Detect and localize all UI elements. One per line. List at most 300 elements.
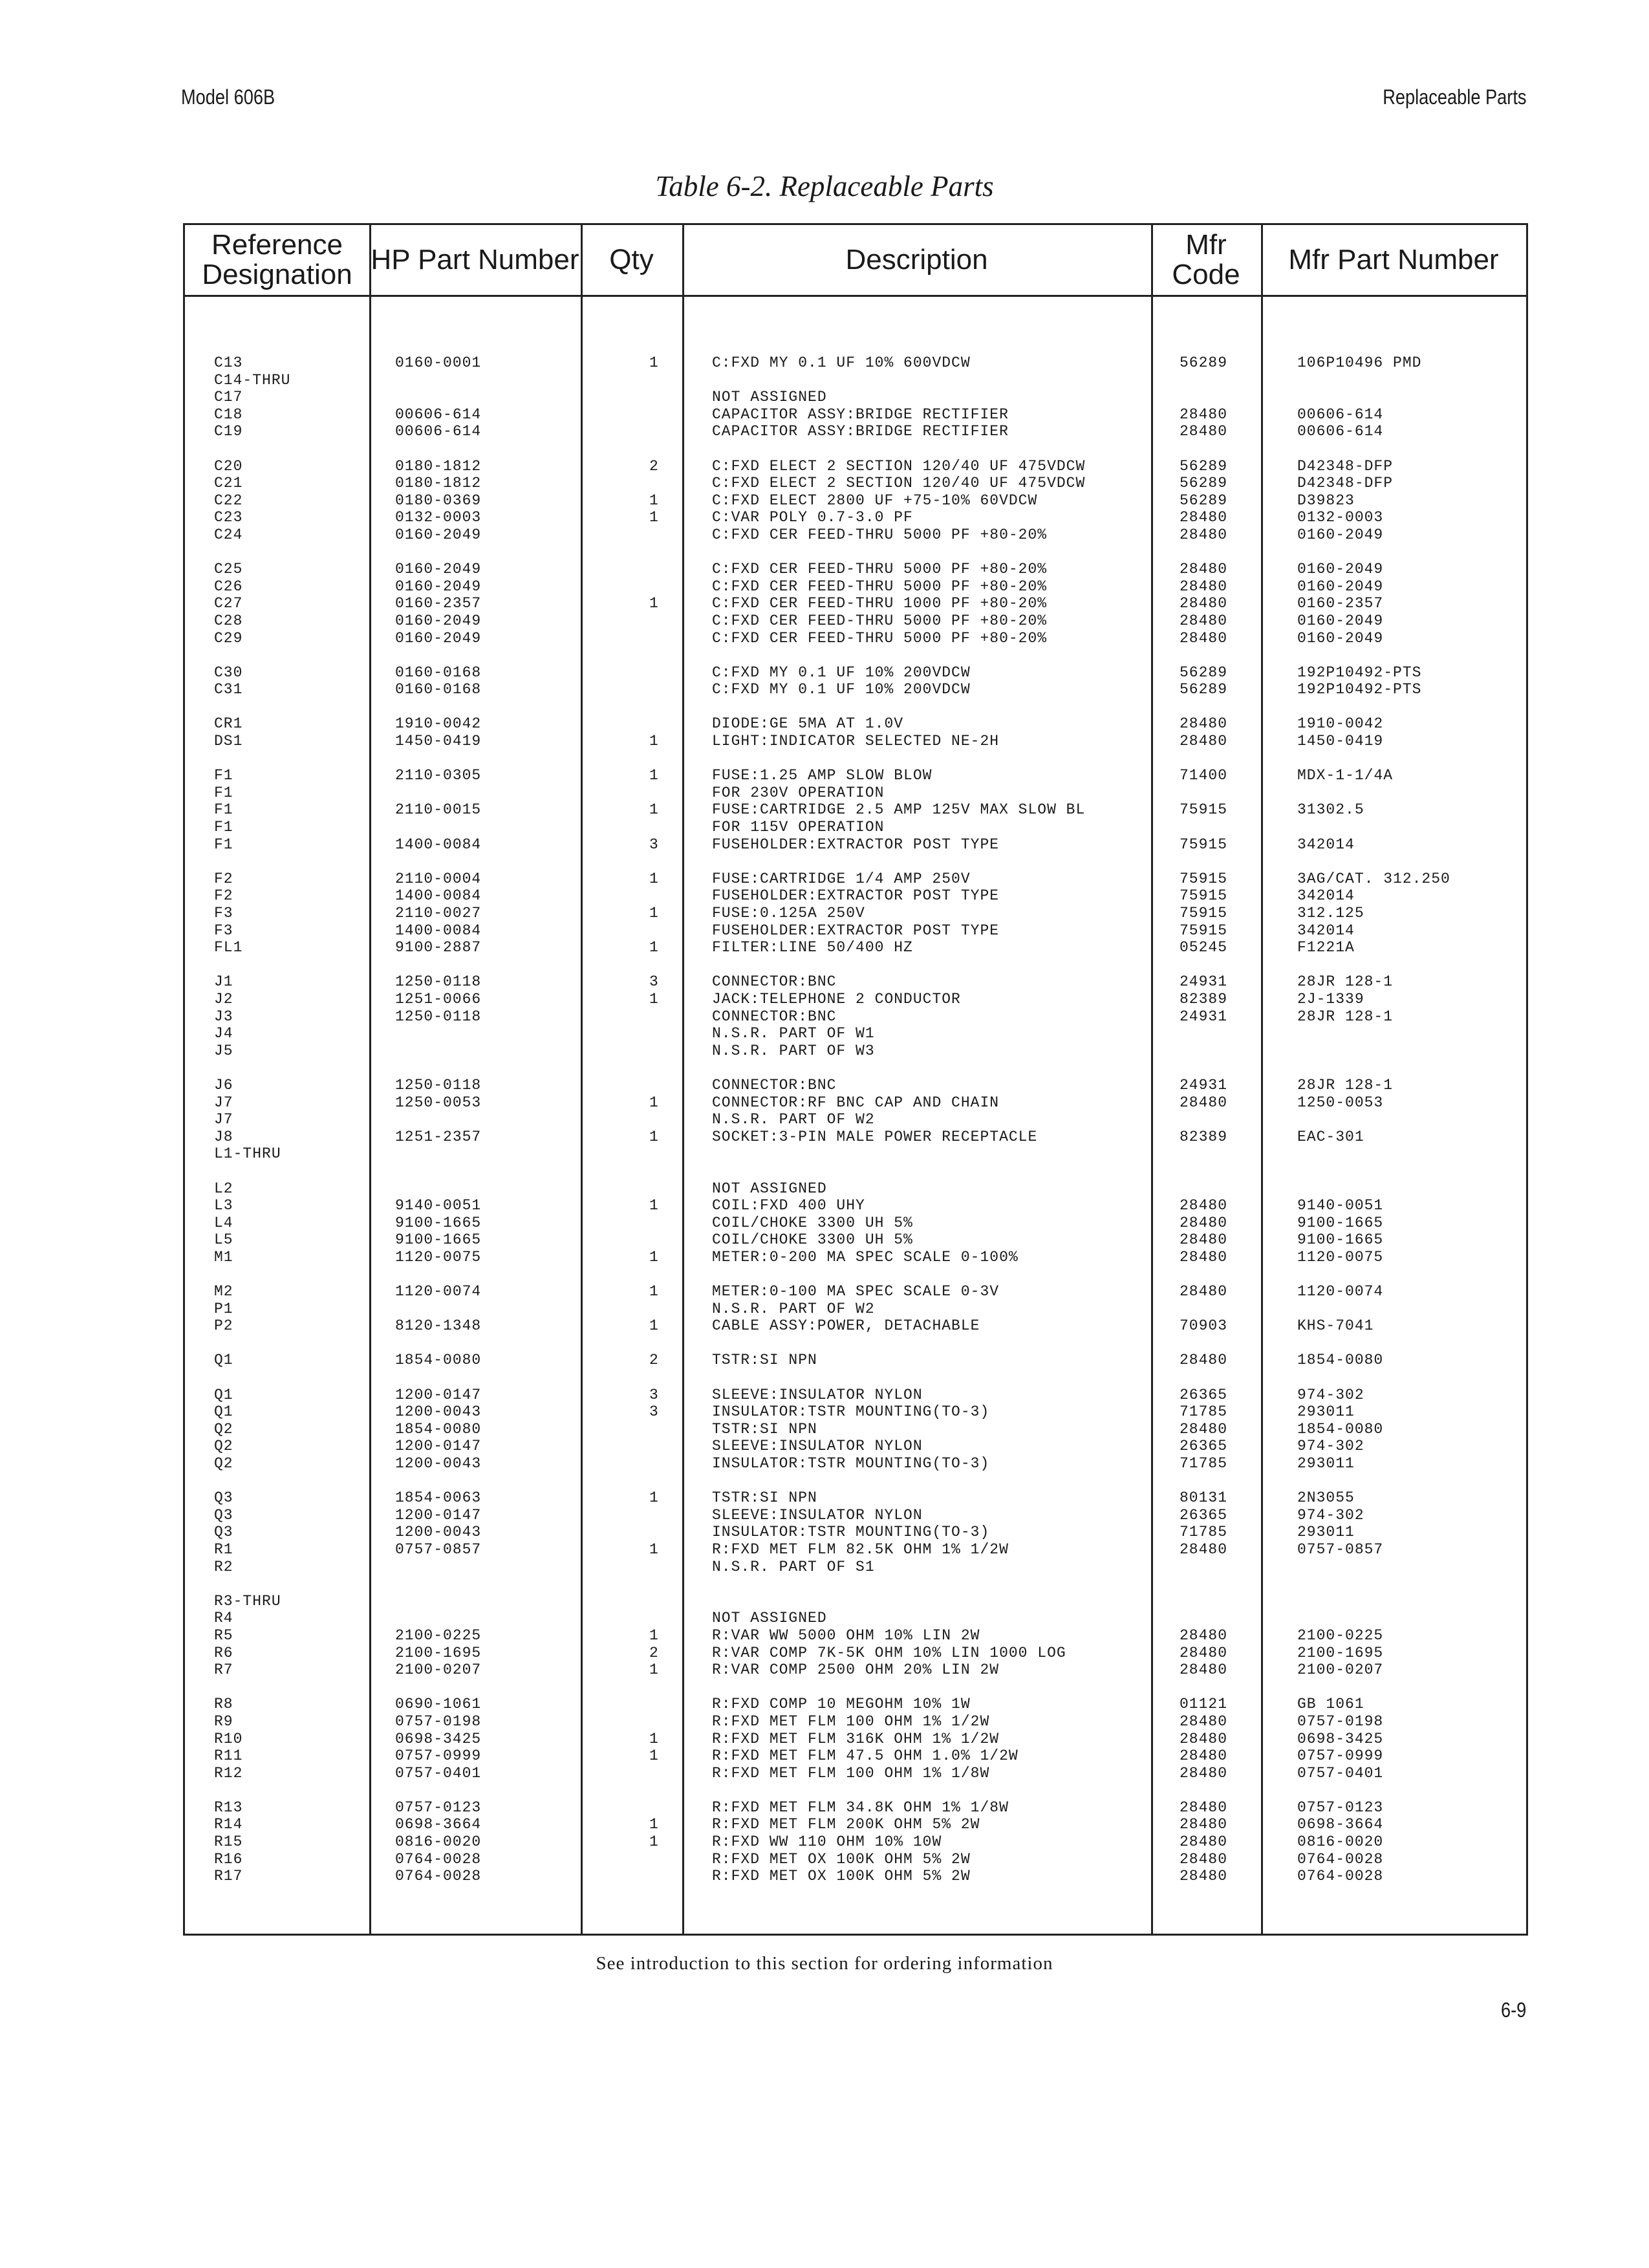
row-spacer: [185, 1163, 1526, 1180]
table-row: [185, 1489, 1526, 1507]
row-spacer: [185, 956, 1526, 974]
cell-qty: 1: [649, 1317, 659, 1335]
table-row: [185, 801, 1526, 819]
cell-desc: C:FXD CER FEED-THRU 5000 PF +80-20%: [712, 526, 1048, 543]
cell-ref: F3: [214, 905, 233, 922]
cell-desc: TSTR:SI NPN: [712, 1420, 817, 1438]
cell-hp: 2100-1695: [395, 1644, 482, 1661]
cell-mpn: 00606-614: [1297, 405, 1384, 423]
column-header-hp-part-number: HP Part Number: [371, 244, 579, 275]
cell-ref: R5: [214, 1626, 233, 1644]
cell-hp: 0132-0003: [395, 509, 482, 526]
cell-qty: 1: [649, 990, 659, 1008]
table-row: [185, 1696, 1526, 1713]
cell-hp: 0160-0168: [395, 681, 482, 698]
cell-mpn: F1221A: [1297, 939, 1355, 956]
table-row: [185, 1042, 1526, 1060]
cell-mfr: 56289: [1180, 681, 1228, 698]
cell-ref: C29: [214, 629, 243, 647]
cell-desc: R:FXD MET OX 100K OHM 5% 2W: [712, 1868, 971, 1885]
cell-desc: R:FXD MET FLM 200K OHM 5% 2W: [712, 1816, 980, 1833]
cell-hp: 00606-614: [395, 405, 482, 423]
cell-mpn: 0132-0003: [1297, 509, 1384, 526]
cell-ref: R6: [214, 1644, 233, 1661]
cell-mpn: 342014: [1297, 836, 1355, 853]
cell-desc: SLEEVE:INSULATOR NYLON: [712, 1386, 923, 1403]
cell-ref: R8: [214, 1696, 233, 1713]
cell-mfr: 71785: [1180, 1524, 1228, 1541]
cell-mfr: 28480: [1180, 1816, 1228, 1833]
cell-mfr: 28480: [1180, 1661, 1228, 1679]
cell-mpn: 9100-1665: [1297, 1214, 1384, 1231]
cell-hp: 1854-0063: [395, 1489, 482, 1507]
column-header-qty: Qty: [609, 244, 654, 275]
cell-mfr: 82389: [1180, 1128, 1228, 1145]
cell-qty: 1: [649, 1833, 659, 1851]
cell-ref: M1: [214, 1248, 233, 1266]
cell-hp: 1400-0084: [395, 922, 482, 939]
cell-mfr: 28480: [1180, 526, 1228, 543]
cell-ref: C19: [214, 423, 243, 440]
cell-ref: F2: [214, 870, 233, 887]
cell-desc: C:FXD MY 0.1 UF 10% 200VDCW: [712, 664, 971, 681]
cell-ref: F2: [214, 887, 233, 905]
cell-mpn: 0757-0999: [1297, 1747, 1384, 1765]
table-row: [185, 492, 1526, 510]
cell-hp: 1250-0053: [395, 1094, 482, 1111]
cell-mpn: 0757-0401: [1297, 1764, 1384, 1782]
cell-mpn: 00606-614: [1297, 423, 1384, 440]
cell-desc: R:FXD MET FLM 34.8K OHM 1% 1/8W: [712, 1798, 1009, 1816]
cell-desc: R:FXD MET FLM 47.5 OHM 1.0% 1/2W: [712, 1747, 1018, 1765]
cell-hp: 1250-0118: [395, 1076, 482, 1094]
cell-mfr: 75915: [1180, 870, 1228, 887]
cell-hp: 0160-0168: [395, 664, 482, 681]
cell-desc: TSTR:SI NPN: [712, 1352, 817, 1369]
table-row: [185, 1661, 1526, 1679]
table-row: [185, 1455, 1526, 1473]
cell-mfr: 28480: [1180, 1850, 1228, 1868]
cell-desc: N.S.R. PART OF W1: [712, 1025, 875, 1042]
cell-ref: C20: [214, 457, 243, 475]
cell-desc: COIL:FXD 400 UHY: [712, 1197, 865, 1215]
cell-mfr: 28480: [1180, 578, 1228, 595]
cell-desc: CABLE ASSY:POWER, DETACHABLE: [712, 1317, 980, 1335]
cell-desc: METER:0-100 MA SPEC SCALE 0-3V: [712, 1283, 1000, 1301]
cell-qty: 1: [649, 939, 659, 956]
cell-mpn: 1910-0042: [1297, 715, 1384, 733]
cell-hp: 1854-0080: [395, 1352, 482, 1369]
cell-hp: 0757-0401: [395, 1764, 482, 1782]
cell-mfr: 56289: [1180, 664, 1228, 681]
table-row: [185, 1765, 1526, 1782]
table-row: [185, 1231, 1526, 1249]
cell-ref: C30: [214, 664, 243, 681]
cell-ref: R9: [214, 1712, 233, 1730]
cell-qty: 2: [649, 1352, 659, 1369]
cell-desc: FUSE:0.125A 250V: [712, 905, 865, 922]
cell-mpn: 2J-1339: [1297, 990, 1364, 1008]
cell-desc: FILTER:LINE 50/400 HZ: [712, 939, 913, 956]
cell-hp: 1910-0042: [395, 715, 482, 733]
cell-desc: R:FXD MET OX 100K OHM 5% 2W: [712, 1850, 971, 1868]
cell-ref: R13: [214, 1798, 243, 1816]
cell-mfr: 80131: [1180, 1489, 1228, 1507]
cell-ref: P2: [214, 1317, 233, 1335]
cell-mfr: 28480: [1180, 1283, 1228, 1301]
cell-ref: R10: [214, 1730, 243, 1747]
table-row: [185, 1352, 1526, 1369]
cell-mfr: 75915: [1180, 905, 1228, 922]
cell-hp: 2110-0015: [395, 801, 482, 819]
cell-ref: M2: [214, 1283, 233, 1301]
cell-mfr: 28480: [1180, 1626, 1228, 1644]
table-row: [185, 1593, 1526, 1610]
cell-desc: SOCKET:3-PIN MALE POWER RECEPTACLE: [712, 1128, 1038, 1145]
cell-desc: C:FXD CER FEED-THRU 5000 PF +80-20%: [712, 578, 1048, 595]
cell-desc: FUSE:1.25 AMP SLOW BLOW: [712, 767, 932, 784]
page-number: 6-9: [1500, 1998, 1526, 2022]
cell-hp: 1400-0084: [395, 836, 482, 853]
cell-hp: 1120-0075: [395, 1248, 482, 1266]
cell-qty: 1: [649, 905, 659, 922]
table-row: [185, 612, 1526, 630]
cell-mpn: 0160-2049: [1297, 526, 1384, 543]
cell-hp: 0757-0999: [395, 1747, 482, 1765]
cell-desc: C:FXD CER FEED-THRU 5000 PF +80-20%: [712, 612, 1048, 629]
cell-desc: SLEEVE:INSULATOR NYLON: [712, 1438, 923, 1455]
cell-desc: TSTR:SI NPN: [712, 1489, 817, 1507]
cell-mfr: 28480: [1180, 1747, 1228, 1765]
cell-ref: F1: [214, 819, 233, 836]
table-row: [185, 1180, 1526, 1198]
cell-mpn: D42348-DFP: [1297, 457, 1394, 475]
cell-mpn: KHS-7041: [1297, 1317, 1374, 1335]
cell-mpn: 28JR 128-1: [1297, 1076, 1394, 1094]
cell-hp: 0764-0028: [395, 1868, 482, 1885]
cell-ref: Q1: [214, 1386, 233, 1403]
table-row: [185, 1421, 1526, 1438]
cell-hp: 0764-0028: [395, 1850, 482, 1868]
cell-desc: N.S.R. PART OF S1: [712, 1558, 875, 1575]
cell-mpn: 974-302: [1297, 1438, 1364, 1455]
cell-qty: 1: [649, 491, 659, 509]
cell-ref: CR1: [214, 715, 243, 733]
cell-mfr: 28480: [1180, 1868, 1228, 1885]
row-spacer: [185, 698, 1526, 716]
table-row: [185, 1731, 1526, 1748]
cell-mfr: 24931: [1180, 1076, 1228, 1094]
cell-hp: 1450-0419: [395, 733, 482, 750]
cell-hp: 1200-0147: [395, 1506, 482, 1524]
cell-mpn: 28JR 128-1: [1297, 973, 1394, 991]
cell-desc: SLEEVE:INSULATOR NYLON: [712, 1506, 923, 1524]
table-row: [185, 423, 1526, 440]
cell-hp: 2100-0207: [395, 1661, 482, 1679]
cell-desc: INSULATOR:TSTR MOUNTING(TO-3): [712, 1524, 990, 1541]
cell-qty: 3: [649, 1386, 659, 1403]
cell-qty: 1: [649, 733, 659, 750]
table-row: [185, 389, 1526, 406]
table-row: [185, 1816, 1526, 1833]
table-title: Table 6-2. Replaceable Parts: [655, 170, 994, 202]
cell-desc: N.S.R. PART OF W3: [712, 1042, 875, 1059]
cell-desc: R:FXD WW 110 OHM 10% 10W: [712, 1833, 942, 1851]
cell-desc: FOR 115V OPERATION: [712, 819, 885, 836]
cell-mpn: 192P10492-PTS: [1297, 664, 1422, 681]
cell-hp: 2100-0225: [395, 1626, 482, 1644]
cell-qty: 1: [649, 509, 659, 526]
cell-mfr: 28480: [1180, 715, 1228, 733]
cell-mpn: 974-302: [1297, 1386, 1364, 1403]
cell-mpn: 2N3055: [1297, 1489, 1355, 1507]
cell-qty: 1: [649, 1626, 659, 1644]
cell-mpn: MDX-1-1/4A: [1297, 767, 1394, 784]
table-row: [185, 1833, 1526, 1851]
cell-mfr: 71785: [1180, 1455, 1228, 1472]
row-spacer: [185, 1369, 1526, 1387]
cell-desc: C:FXD CER FEED-THRU 1000 PF +80-20%: [712, 595, 1048, 612]
cell-mfr: 28480: [1180, 1420, 1228, 1438]
cell-ref: R11: [214, 1747, 243, 1765]
cell-ref: FL1: [214, 939, 243, 956]
cell-ref: R15: [214, 1833, 243, 1851]
table-row: [185, 1747, 1526, 1765]
row-spacer: [185, 1059, 1526, 1077]
cell-desc: METER:0-200 MA SPEC SCALE 0-100%: [712, 1248, 1018, 1266]
cell-mpn: 293011: [1297, 1455, 1355, 1472]
cell-ref: F1: [214, 784, 233, 801]
cell-hp: 0757-0857: [395, 1540, 482, 1558]
cell-qty: 1: [649, 1197, 659, 1215]
table-row: [185, 1094, 1526, 1112]
cell-mpn: 342014: [1297, 887, 1355, 905]
cell-mpn: 3AG/CAT. 312.250: [1297, 870, 1450, 887]
cell-hp: 0180-1812: [395, 475, 482, 492]
cell-hp: 0180-0369: [395, 491, 482, 509]
table-row: [185, 1008, 1526, 1026]
cell-mpn: 0757-0123: [1297, 1798, 1384, 1816]
cell-ref: C23: [214, 509, 243, 526]
cell-mfr: 26365: [1180, 1438, 1228, 1455]
cell-mpn: 0160-2049: [1297, 578, 1384, 595]
cell-desc: CONNECTOR:BNC: [712, 1076, 837, 1094]
cell-hp: 0180-1812: [395, 457, 482, 475]
cell-mpn: 293011: [1297, 1524, 1355, 1541]
cell-qty: 1: [649, 1730, 659, 1747]
table-row: [185, 767, 1526, 784]
cell-mpn: 9140-0051: [1297, 1197, 1384, 1215]
table-row: [185, 1317, 1526, 1335]
row-spacer: [185, 853, 1526, 870]
cell-mfr: 28480: [1180, 1540, 1228, 1558]
table-row: [185, 1145, 1526, 1163]
cell-desc: NOT ASSIGNED: [712, 1180, 827, 1197]
cell-ref: F1: [214, 836, 233, 853]
cell-mfr: 28480: [1180, 1764, 1228, 1782]
cell-ref: R12: [214, 1764, 243, 1782]
cell-desc: CONNECTOR:BNC: [712, 973, 837, 991]
row-spacer: [185, 647, 1526, 664]
table-row: [185, 922, 1526, 940]
table-row: [185, 1524, 1526, 1541]
cell-ref: C27: [214, 595, 243, 612]
cell-mfr: 28480: [1180, 1644, 1228, 1661]
cell-qty: 1: [649, 767, 659, 784]
cell-ref: L2: [214, 1180, 233, 1197]
cell-mpn: 28JR 128-1: [1297, 1008, 1394, 1025]
cell-mpn: 1120-0074: [1297, 1283, 1384, 1301]
cell-mpn: 0698-3425: [1297, 1730, 1384, 1747]
cell-ref: C25: [214, 561, 243, 578]
cell-desc: C:FXD ELECT 2 SECTION 120/40 UF 475VDCW: [712, 475, 1086, 492]
cell-mpn: 0764-0028: [1297, 1850, 1384, 1868]
table-body: [185, 354, 1526, 1885]
cell-ref: L1-THRU: [214, 1145, 281, 1163]
cell-hp: 9140-0051: [395, 1197, 482, 1215]
cell-ref: Q3: [214, 1506, 233, 1524]
cell-mpn: 2100-0207: [1297, 1661, 1384, 1679]
table-row: [185, 1645, 1526, 1662]
cell-ref: J7: [214, 1094, 233, 1111]
cell-ref: C18: [214, 405, 243, 423]
cell-desc: C:FXD ELECT 2800 UF +75-10% 60VDCW: [712, 491, 1038, 509]
cell-mpn: 0160-2357: [1297, 595, 1384, 612]
cell-ref: R14: [214, 1816, 243, 1833]
cell-desc: C:FXD MY 0.1 UF 10% 200VDCW: [712, 681, 971, 698]
cell-desc: N.S.R. PART OF W2: [712, 1111, 875, 1129]
cell-mpn: 1450-0419: [1297, 733, 1384, 750]
row-spacer: [185, 1782, 1526, 1799]
cell-mfr: 75915: [1180, 801, 1228, 819]
cell-desc: FUSEHOLDER:EXTRACTOR POST TYPE: [712, 922, 1000, 939]
cell-ref: C13: [214, 354, 243, 371]
cell-qty: 1: [649, 801, 659, 819]
cell-mfr: 75915: [1180, 836, 1228, 853]
cell-ref: L4: [214, 1214, 233, 1231]
cell-desc: R:FXD MET FLM 82.5K OHM 1% 1/2W: [712, 1540, 1009, 1558]
table-row: [185, 458, 1526, 475]
table-row: [185, 1387, 1526, 1404]
table-row: [185, 1610, 1526, 1627]
cell-hp: 1251-0066: [395, 990, 482, 1008]
cell-mfr: 24931: [1180, 973, 1228, 991]
cell-mpn: 1854-0080: [1297, 1420, 1384, 1438]
column-header-mfr-code: Mfr Code: [1172, 229, 1240, 290]
row-spacer: [185, 1473, 1526, 1490]
cell-mpn: 293011: [1297, 1403, 1355, 1421]
table-row: [185, 1507, 1526, 1524]
cell-mpn: 2100-0225: [1297, 1626, 1384, 1644]
cell-hp: 0160-2049: [395, 561, 482, 578]
table-row: [185, 1249, 1526, 1266]
row-spacer: [185, 1575, 1526, 1593]
table-row: [185, 905, 1526, 922]
cell-mfr: 28480: [1180, 1712, 1228, 1730]
cell-desc: FUSE:CARTRIDGE 2.5 AMP 125V MAX SLOW BL: [712, 801, 1086, 819]
cell-mfr: 28480: [1180, 1730, 1228, 1747]
cell-mpn: 1250-0053: [1297, 1094, 1384, 1111]
cell-desc: C:VAR POLY 0.7-3.0 PF: [712, 509, 913, 526]
table-row: [185, 1215, 1526, 1232]
table-row: [185, 1025, 1526, 1042]
cell-mpn: 0757-0857: [1297, 1540, 1384, 1558]
cell-ref: J3: [214, 1008, 233, 1025]
cell-qty: 1: [649, 1661, 659, 1679]
header-section: Replaceable Parts: [1382, 85, 1526, 109]
parts-table: [183, 223, 1528, 1936]
table-row: [185, 509, 1526, 526]
cell-mpn: 0160-2049: [1297, 561, 1384, 578]
cell-ref: P1: [214, 1300, 233, 1317]
cell-desc: FUSEHOLDER:EXTRACTOR POST TYPE: [712, 887, 1000, 905]
row-spacer: [185, 440, 1526, 458]
table-row: [185, 595, 1526, 612]
cell-mfr: 28480: [1180, 1197, 1228, 1215]
cell-ref: R17: [214, 1868, 243, 1885]
cell-desc: INSULATOR:TSTR MOUNTING(TO-3): [712, 1403, 990, 1421]
cell-desc: FUSEHOLDER:EXTRACTOR POST TYPE: [712, 836, 1000, 853]
cell-hp: 8120-1348: [395, 1317, 482, 1335]
cell-ref: C26: [214, 578, 243, 595]
table-row: [185, 1129, 1526, 1146]
cell-ref: C28: [214, 612, 243, 629]
cell-mfr: 28480: [1180, 612, 1228, 629]
cell-ref: R4: [214, 1610, 233, 1627]
cell-desc: C:FXD ELECT 2 SECTION 120/40 UF 475VDCW: [712, 457, 1086, 475]
row-spacer: [185, 544, 1526, 561]
cell-ref: J6: [214, 1076, 233, 1094]
cell-mfr: 82389: [1180, 990, 1228, 1008]
cell-ref: R1: [214, 1540, 233, 1558]
table-row: [185, 681, 1526, 698]
cell-mpn: 0698-3664: [1297, 1816, 1384, 1833]
cell-mfr: 05245: [1180, 939, 1228, 956]
cell-mfr: 26365: [1180, 1506, 1228, 1524]
cell-ref: J7: [214, 1111, 233, 1129]
table-row: [185, 1713, 1526, 1731]
table-row: [185, 1559, 1526, 1576]
cell-hp: 9100-1665: [395, 1214, 482, 1231]
cell-ref: C17: [214, 389, 243, 406]
cell-desc: DIODE:GE 5MA AT 1.0V: [712, 715, 904, 733]
cell-ref: J8: [214, 1128, 233, 1145]
cell-ref: C14-THRU: [214, 371, 291, 389]
cell-mpn: D39823: [1297, 491, 1355, 509]
table-row: [185, 1077, 1526, 1094]
cell-hp: 1200-0043: [395, 1455, 482, 1472]
table-row: [185, 784, 1526, 802]
row-spacer: [185, 750, 1526, 768]
cell-desc: C:FXD CER FEED-THRU 5000 PF +80-20%: [712, 629, 1048, 647]
cell-qty: 1: [649, 1747, 659, 1765]
cell-qty: 1: [649, 1248, 659, 1266]
cell-ref: C21: [214, 475, 243, 492]
cell-desc: R:FXD MET FLM 316K OHM 1% 1/2W: [712, 1730, 1000, 1747]
cell-ref: J5: [214, 1042, 233, 1059]
row-spacer: [185, 1679, 1526, 1696]
cell-qty: 1: [649, 1816, 659, 1833]
cell-ref: F1: [214, 801, 233, 819]
table-row: [185, 664, 1526, 682]
cell-hp: 00606-614: [395, 423, 482, 440]
table-row: [185, 1438, 1526, 1455]
cell-hp: 0698-3664: [395, 1816, 482, 1833]
cell-qty: 3: [649, 836, 659, 853]
cell-hp: 0690-1061: [395, 1696, 482, 1713]
cell-mpn: 1854-0080: [1297, 1352, 1384, 1369]
cell-mfr: 56289: [1180, 491, 1228, 509]
